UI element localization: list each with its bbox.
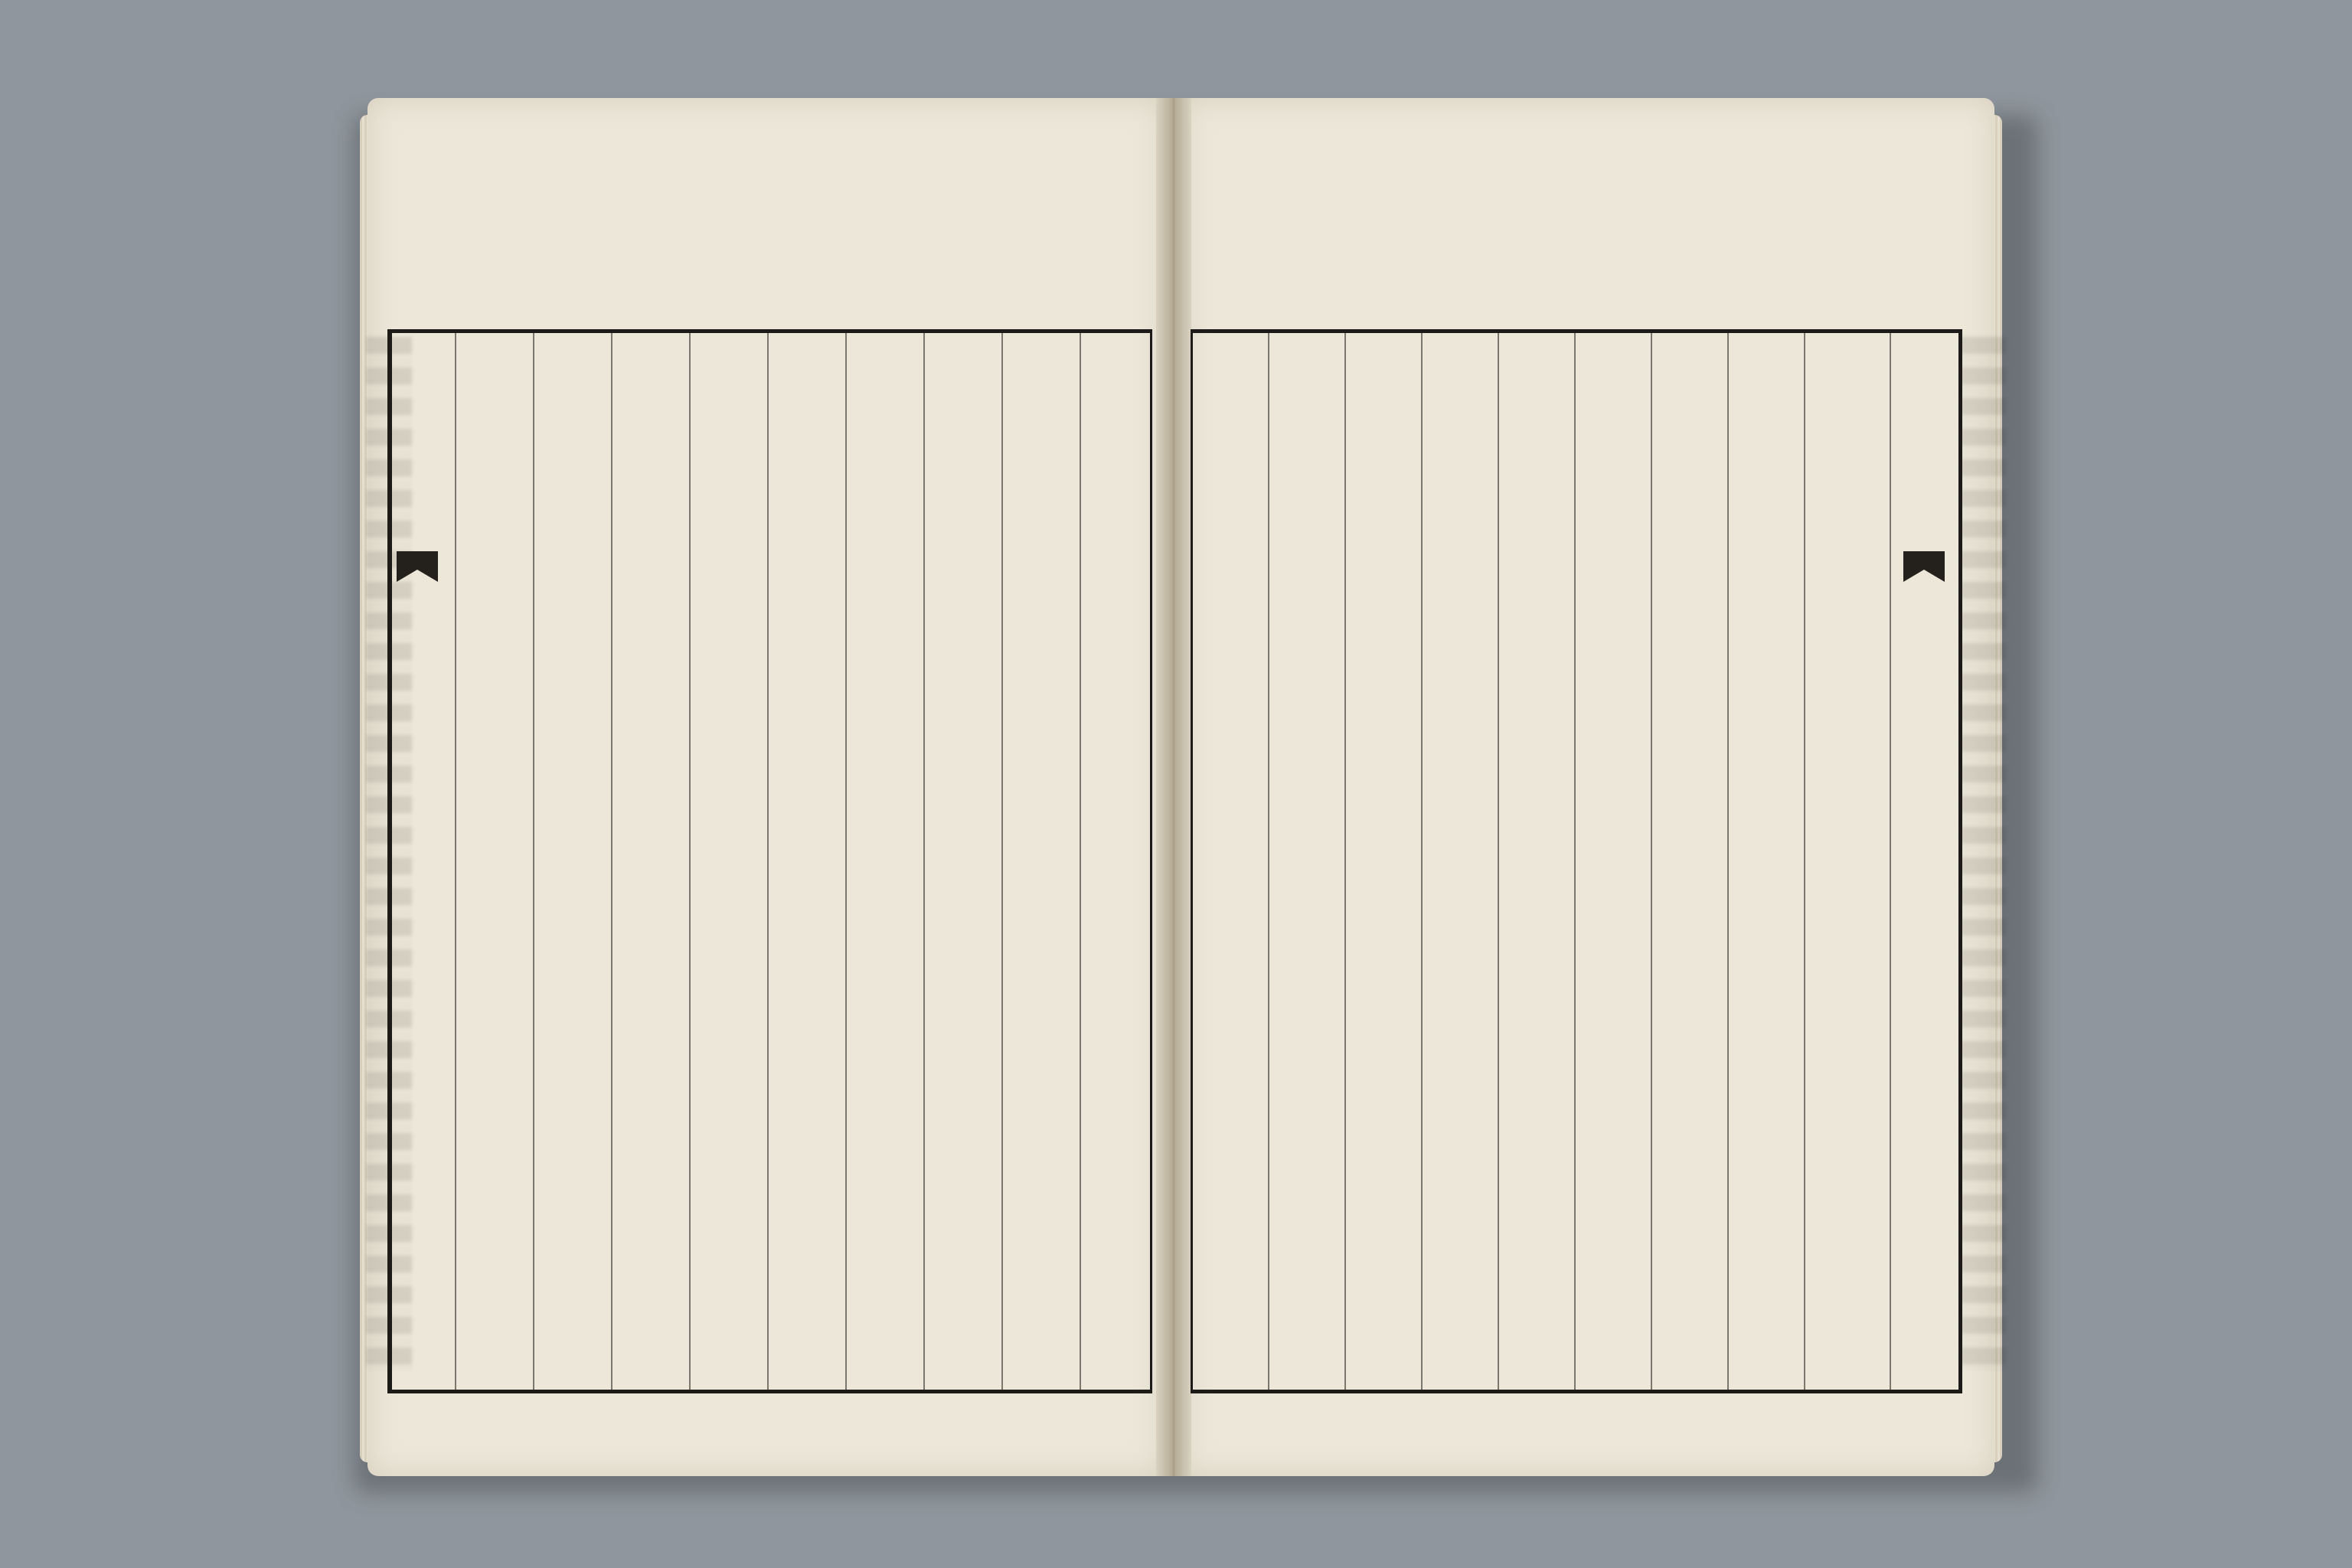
- banxin-press-name: [1905, 1141, 1946, 1370]
- text-column: [1349, 347, 1418, 1373]
- text-column: [1077, 347, 1146, 1373]
- text-column: [765, 347, 834, 1373]
- right-banxin: [1897, 345, 1951, 1370]
- banxin-title: [1905, 337, 1946, 513]
- text-column: [1502, 347, 1571, 1373]
- text-column: [1733, 347, 1802, 1373]
- text-column: [687, 347, 756, 1373]
- book-gutter: [1156, 98, 1191, 1476]
- fishtail-mark: [1903, 551, 1945, 582]
- text-column: [1426, 347, 1494, 1373]
- text-column: [2035, 347, 2104, 1373]
- left-fore-edge-bleed: [366, 337, 412, 1370]
- right-fore-edge-bleed: [1960, 337, 2006, 1370]
- text-column: [1199, 347, 1268, 1373]
- text-column: [843, 347, 912, 1373]
- text-column: [921, 347, 990, 1373]
- banxin-volume: [1905, 590, 1946, 842]
- text-column: [1655, 347, 1724, 1373]
- right-text-frame: [1191, 329, 1962, 1393]
- text-column: [531, 347, 599, 1373]
- text-column: [457, 347, 526, 1373]
- text-column: [999, 347, 1068, 1373]
- text-column: [609, 347, 678, 1373]
- text-column: [1579, 347, 1648, 1373]
- text-column: [1272, 347, 1341, 1373]
- text-column: [1813, 347, 1882, 1373]
- left-text-frame: [387, 329, 1152, 1393]
